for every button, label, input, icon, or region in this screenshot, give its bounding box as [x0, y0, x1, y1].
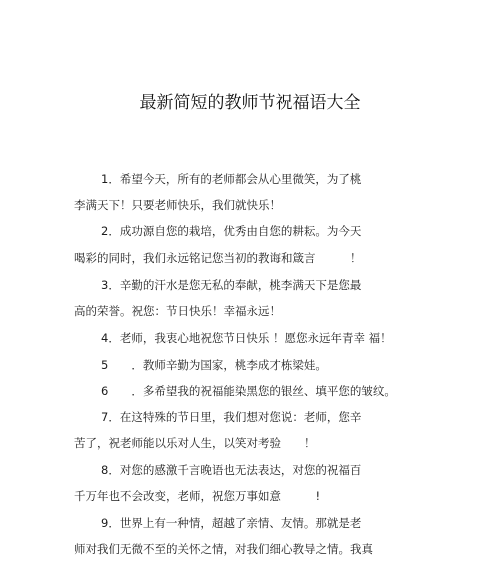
- document-title: 最新简短的教师节祝福语大全: [139, 93, 361, 113]
- line-6: 高的荣誉。祝您：节日快乐！幸福永远！: [74, 304, 281, 318]
- line-1: 1．希望今天，所有的老师都会从心里微笑，为了桃: [101, 172, 362, 186]
- line-10: 7．在这特殊的节日里，我们想对您说：老师，您辛: [101, 410, 362, 424]
- line-3: 2．成功源自您的栽培，优秀由自您的耕耘。为今天: [101, 224, 362, 238]
- line-15: 师对我们无微不至的关怀之情，对我们细心教导之情。我真: [74, 542, 373, 556]
- line-14: 9．世界上有一种情，超越了亲情、友情。那就是老: [101, 516, 362, 530]
- line-5: 3．辛勤的汗水是您无私的奉献，桃李满天下是您最: [101, 278, 362, 292]
- line-11: 苦了，祝老师能以乐对人生，以笑对考验 ！: [74, 436, 316, 450]
- line-13: 千万年也不会改变，老师，祝您万事如意 !: [74, 489, 321, 503]
- line-9: 6 ．多希望我的祝福能染黑您的银丝、填平您的皱纹。: [101, 384, 396, 398]
- line-8: 5 ．教师辛勤为国家，桃李成才栋梁娃。: [101, 358, 327, 372]
- line-12: 8．对您的感激千言晚语也无法表达，对您的祝福百: [101, 463, 362, 477]
- line-4: 喝彩的同时，我们永远铭记您当初的教诲和箴言 ！: [74, 251, 362, 265]
- line-7: 4．老师，我衷心地祝您节日快乐 ！愿您永远年青幸 福！: [101, 331, 392, 345]
- line-2: 李满天下！只要老师快乐，我们就快乐！: [74, 198, 281, 212]
